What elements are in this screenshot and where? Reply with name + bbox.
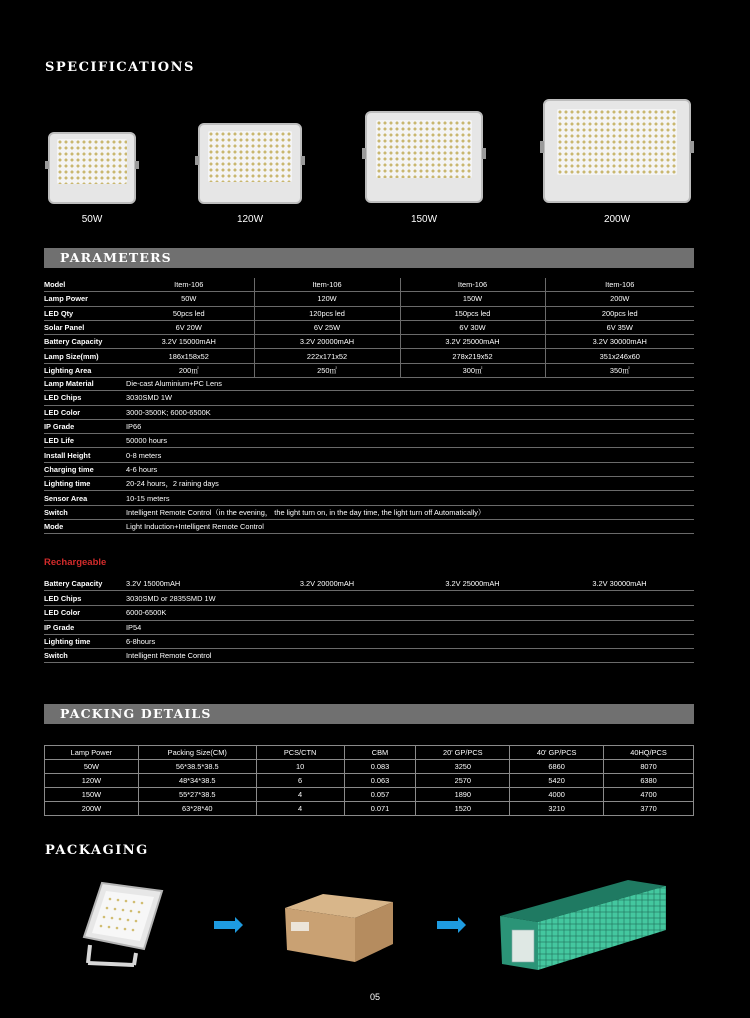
parameter-row: [44, 320, 694, 334]
parameter-row: [44, 477, 694, 491]
parameter-value: Item-106: [400, 278, 545, 292]
parameter-label: IP Grade: [44, 419, 124, 433]
packing-cell: 6380: [604, 774, 694, 788]
parameter-label: LED Color: [44, 405, 124, 419]
parameter-value: 3.2V 15000mAH: [124, 577, 254, 591]
parameter-row: [44, 519, 694, 533]
packing-cell: 4700: [604, 788, 694, 802]
rechargeable-row: [44, 577, 694, 591]
parameter-value: 50pcs led: [124, 306, 254, 320]
parameter-value: 200W: [545, 292, 694, 306]
parameter-value: 6V 25W: [254, 320, 400, 334]
parameter-label: Sensor Area: [44, 491, 124, 505]
packing-cell: 3210: [510, 802, 604, 816]
packing-title: PACKING DETAILS: [60, 706, 212, 721]
packing-cell: 0.071: [344, 802, 416, 816]
parameter-value: 3.2V 30000mAH: [545, 577, 694, 591]
packing-header-bar: [44, 704, 694, 724]
packing-cell: 10: [256, 760, 344, 774]
parameter-value: 50000 hours: [124, 434, 694, 448]
parameter-value: 3030SMD or 2835SMD 1W: [124, 592, 694, 606]
product-label: 50W: [81, 214, 103, 225]
parameter-value: 222x171x52: [254, 349, 400, 363]
parameter-value: 200pcs led: [545, 306, 694, 320]
packing-row: [45, 760, 694, 774]
parameter-label: LED Chips: [44, 592, 124, 606]
packing-cell: 120W: [45, 774, 139, 788]
parameter-value: 6-8hours: [124, 634, 694, 648]
packing-cell: 55*27*38.5: [138, 788, 256, 802]
parameter-label: Switch: [44, 649, 124, 663]
packing-cell: 50W: [45, 760, 139, 774]
parameter-value: 120pcs led: [254, 306, 400, 320]
parameter-row: [44, 278, 694, 292]
product-label: 150W: [410, 214, 438, 225]
packing-table: [44, 745, 694, 816]
parameter-label: LED Chips: [44, 391, 124, 405]
packing-header-cell: Lamp Power: [45, 746, 139, 760]
parameter-label: Lighting time: [44, 634, 124, 648]
parameter-value: Item-106: [254, 278, 400, 292]
parameter-value: IP66: [124, 419, 694, 433]
rechargeable-row: [44, 592, 694, 606]
parameter-row: [44, 462, 694, 476]
parameter-value: Item-106: [124, 278, 254, 292]
packing-cell: 56*38.5*38.5: [138, 760, 256, 774]
parameter-label: Lamp Size(mm): [44, 349, 124, 363]
parameter-value: 186x158x52: [124, 349, 254, 363]
packing-cell: 0.057: [344, 788, 416, 802]
rechargeable-title: Rechargeable: [44, 557, 107, 568]
parameter-row: [44, 419, 694, 433]
packing-header-cell: CBM: [344, 746, 416, 760]
lamp-120w-image: [198, 123, 302, 204]
product-label: 200W: [603, 214, 631, 225]
rechargeable-table: [44, 592, 694, 663]
parameter-row: [44, 491, 694, 505]
parameter-value: 150pcs led: [400, 306, 545, 320]
parameter-value: 3.2V 15000mAH: [124, 335, 254, 349]
parameter-label: Battery Capacity: [44, 577, 124, 591]
packing-cell: 3250: [416, 760, 510, 774]
parameter-value: Intelligent Remote Control（in the evening， the light turn on, in the day time, the light turn off Automatically）: [124, 505, 694, 519]
parameter-row: [44, 306, 694, 320]
parameter-label: Install Height: [44, 448, 124, 462]
parameter-row: [44, 349, 694, 363]
packing-cell: 8070: [604, 760, 694, 774]
parameter-label: IP Grade: [44, 620, 124, 634]
parameter-value: 120W: [254, 292, 400, 306]
parameter-value: 200㎡: [124, 363, 254, 377]
parameter-value: 6000-6500K: [124, 606, 694, 620]
rechargeable-row: [44, 606, 694, 620]
packing-cell: 48*34*38.5: [138, 774, 256, 788]
parameter-value: 0-8 meters: [124, 448, 694, 462]
parameter-label: Model: [44, 278, 124, 292]
parameter-value: 3.2V 20000mAH: [254, 577, 400, 591]
packing-cell: 0.063: [344, 774, 416, 788]
packing-header-cell: 40HQ/PCS: [604, 746, 694, 760]
packing-cell: 4: [256, 802, 344, 816]
parameter-row: [44, 405, 694, 419]
parameter-label: LED Qty: [44, 306, 124, 320]
parameter-row: [44, 448, 694, 462]
parameter-value: 300㎡: [400, 363, 545, 377]
packing-header-cell: 20' GP/PCS: [416, 746, 510, 760]
parameter-row: [44, 434, 694, 448]
packing-cell: 3770: [604, 802, 694, 816]
parameter-label: LED Life: [44, 434, 124, 448]
parameter-value: 20-24 hours，2 raining days: [124, 477, 694, 491]
packing-row: [45, 802, 694, 816]
parameter-value: 4-6 hours: [124, 462, 694, 476]
parameter-value: Intelligent Remote Control: [124, 649, 694, 663]
parameter-value: 6V 35W: [545, 320, 694, 334]
packing-header-cell: Packing Size(CM): [138, 746, 256, 760]
lamp-50w-image: [48, 132, 136, 204]
parameter-row: [44, 363, 694, 377]
parameter-value: 50W: [124, 292, 254, 306]
parameters-table: [44, 278, 694, 378]
flood-light-icon: [76, 877, 168, 969]
parameter-label: Battery Capacity: [44, 335, 124, 349]
parameter-row: [44, 391, 694, 405]
parameter-value: Light Induction+Intelligent Remote Control: [124, 519, 694, 533]
packing-row: [45, 788, 694, 802]
packing-cell: 2570: [416, 774, 510, 788]
parameter-label: Charging time: [44, 462, 124, 476]
parameter-label: Lamp Power: [44, 292, 124, 306]
parameter-value: Item-106: [545, 278, 694, 292]
parameter-label: Mode: [44, 519, 124, 533]
rechargeable-battery-table: [44, 577, 694, 591]
parameter-row: [44, 335, 694, 349]
packing-cell: 5420: [510, 774, 604, 788]
product-label: 120W: [236, 214, 264, 225]
parameter-value: 350㎡: [545, 363, 694, 377]
parameter-label: Switch: [44, 505, 124, 519]
parameter-row: [44, 292, 694, 306]
parameter-label: Solar Panel: [44, 320, 124, 334]
lamp-150w-image: [365, 111, 483, 203]
parameter-value: IP54: [124, 620, 694, 634]
parameter-value: 6V 20W: [124, 320, 254, 334]
packaging-title: PACKAGING: [45, 843, 149, 858]
parameter-label: Lamp Material: [44, 377, 124, 391]
packing-header-cell: 40' GP/PCS: [510, 746, 604, 760]
arrow-right-icon: [437, 921, 459, 929]
parameter-value: 278x219x52: [400, 349, 545, 363]
rechargeable-row: [44, 634, 694, 648]
parameter-label: LED Color: [44, 606, 124, 620]
parameter-value: 250㎡: [254, 363, 400, 377]
parameters-single-table: [44, 377, 694, 534]
parameter-label: Lighting time: [44, 477, 124, 491]
packing-header-cell: PCS/CTN: [256, 746, 344, 760]
arrow-right-icon: [214, 921, 236, 929]
parameter-value: 3030SMD 1W: [124, 391, 694, 405]
parameter-row: [44, 505, 694, 519]
parameters-title: PARAMETERS: [60, 250, 172, 265]
parameter-value: Die-cast Aluminium+PC Lens: [124, 377, 694, 391]
packing-cell: 0.083: [344, 760, 416, 774]
rechargeable-row: [44, 620, 694, 634]
carton-box-icon: [283, 892, 395, 964]
packing-cell: 6860: [510, 760, 604, 774]
packing-cell: 6: [256, 774, 344, 788]
parameter-value: 6V 30W: [400, 320, 545, 334]
specifications-title: SPECIFICATIONS: [45, 60, 195, 75]
packing-cell: 4000: [510, 788, 604, 802]
packing-cell: 1520: [416, 802, 510, 816]
parameter-value: 3.2V 25000mAH: [400, 577, 545, 591]
parameter-value: 3.2V 25000mAH: [400, 335, 545, 349]
parameter-value: 150W: [400, 292, 545, 306]
shipping-container-icon: [498, 876, 668, 972]
parameter-value: 3.2V 20000mAH: [254, 335, 400, 349]
lamp-200w-image: [543, 99, 691, 203]
packing-cell: 1890: [416, 788, 510, 802]
parameters-header-bar: [44, 248, 694, 268]
page-number: 05: [369, 992, 380, 1002]
packing-cell: 63*28*40: [138, 802, 256, 816]
packing-cell: 150W: [45, 788, 139, 802]
parameter-label: Lighting Area: [44, 363, 124, 377]
packing-cell: 4: [256, 788, 344, 802]
parameter-value: 10-15 meters: [124, 491, 694, 505]
parameter-value: 3000-3500K; 6000-6500K: [124, 405, 694, 419]
parameter-row: [44, 377, 694, 391]
parameter-value: 3.2V 30000mAH: [545, 335, 694, 349]
rechargeable-row: [44, 649, 694, 663]
packing-row: [45, 774, 694, 788]
packing-cell: 200W: [45, 802, 139, 816]
parameter-value: 351x246x60: [545, 349, 694, 363]
